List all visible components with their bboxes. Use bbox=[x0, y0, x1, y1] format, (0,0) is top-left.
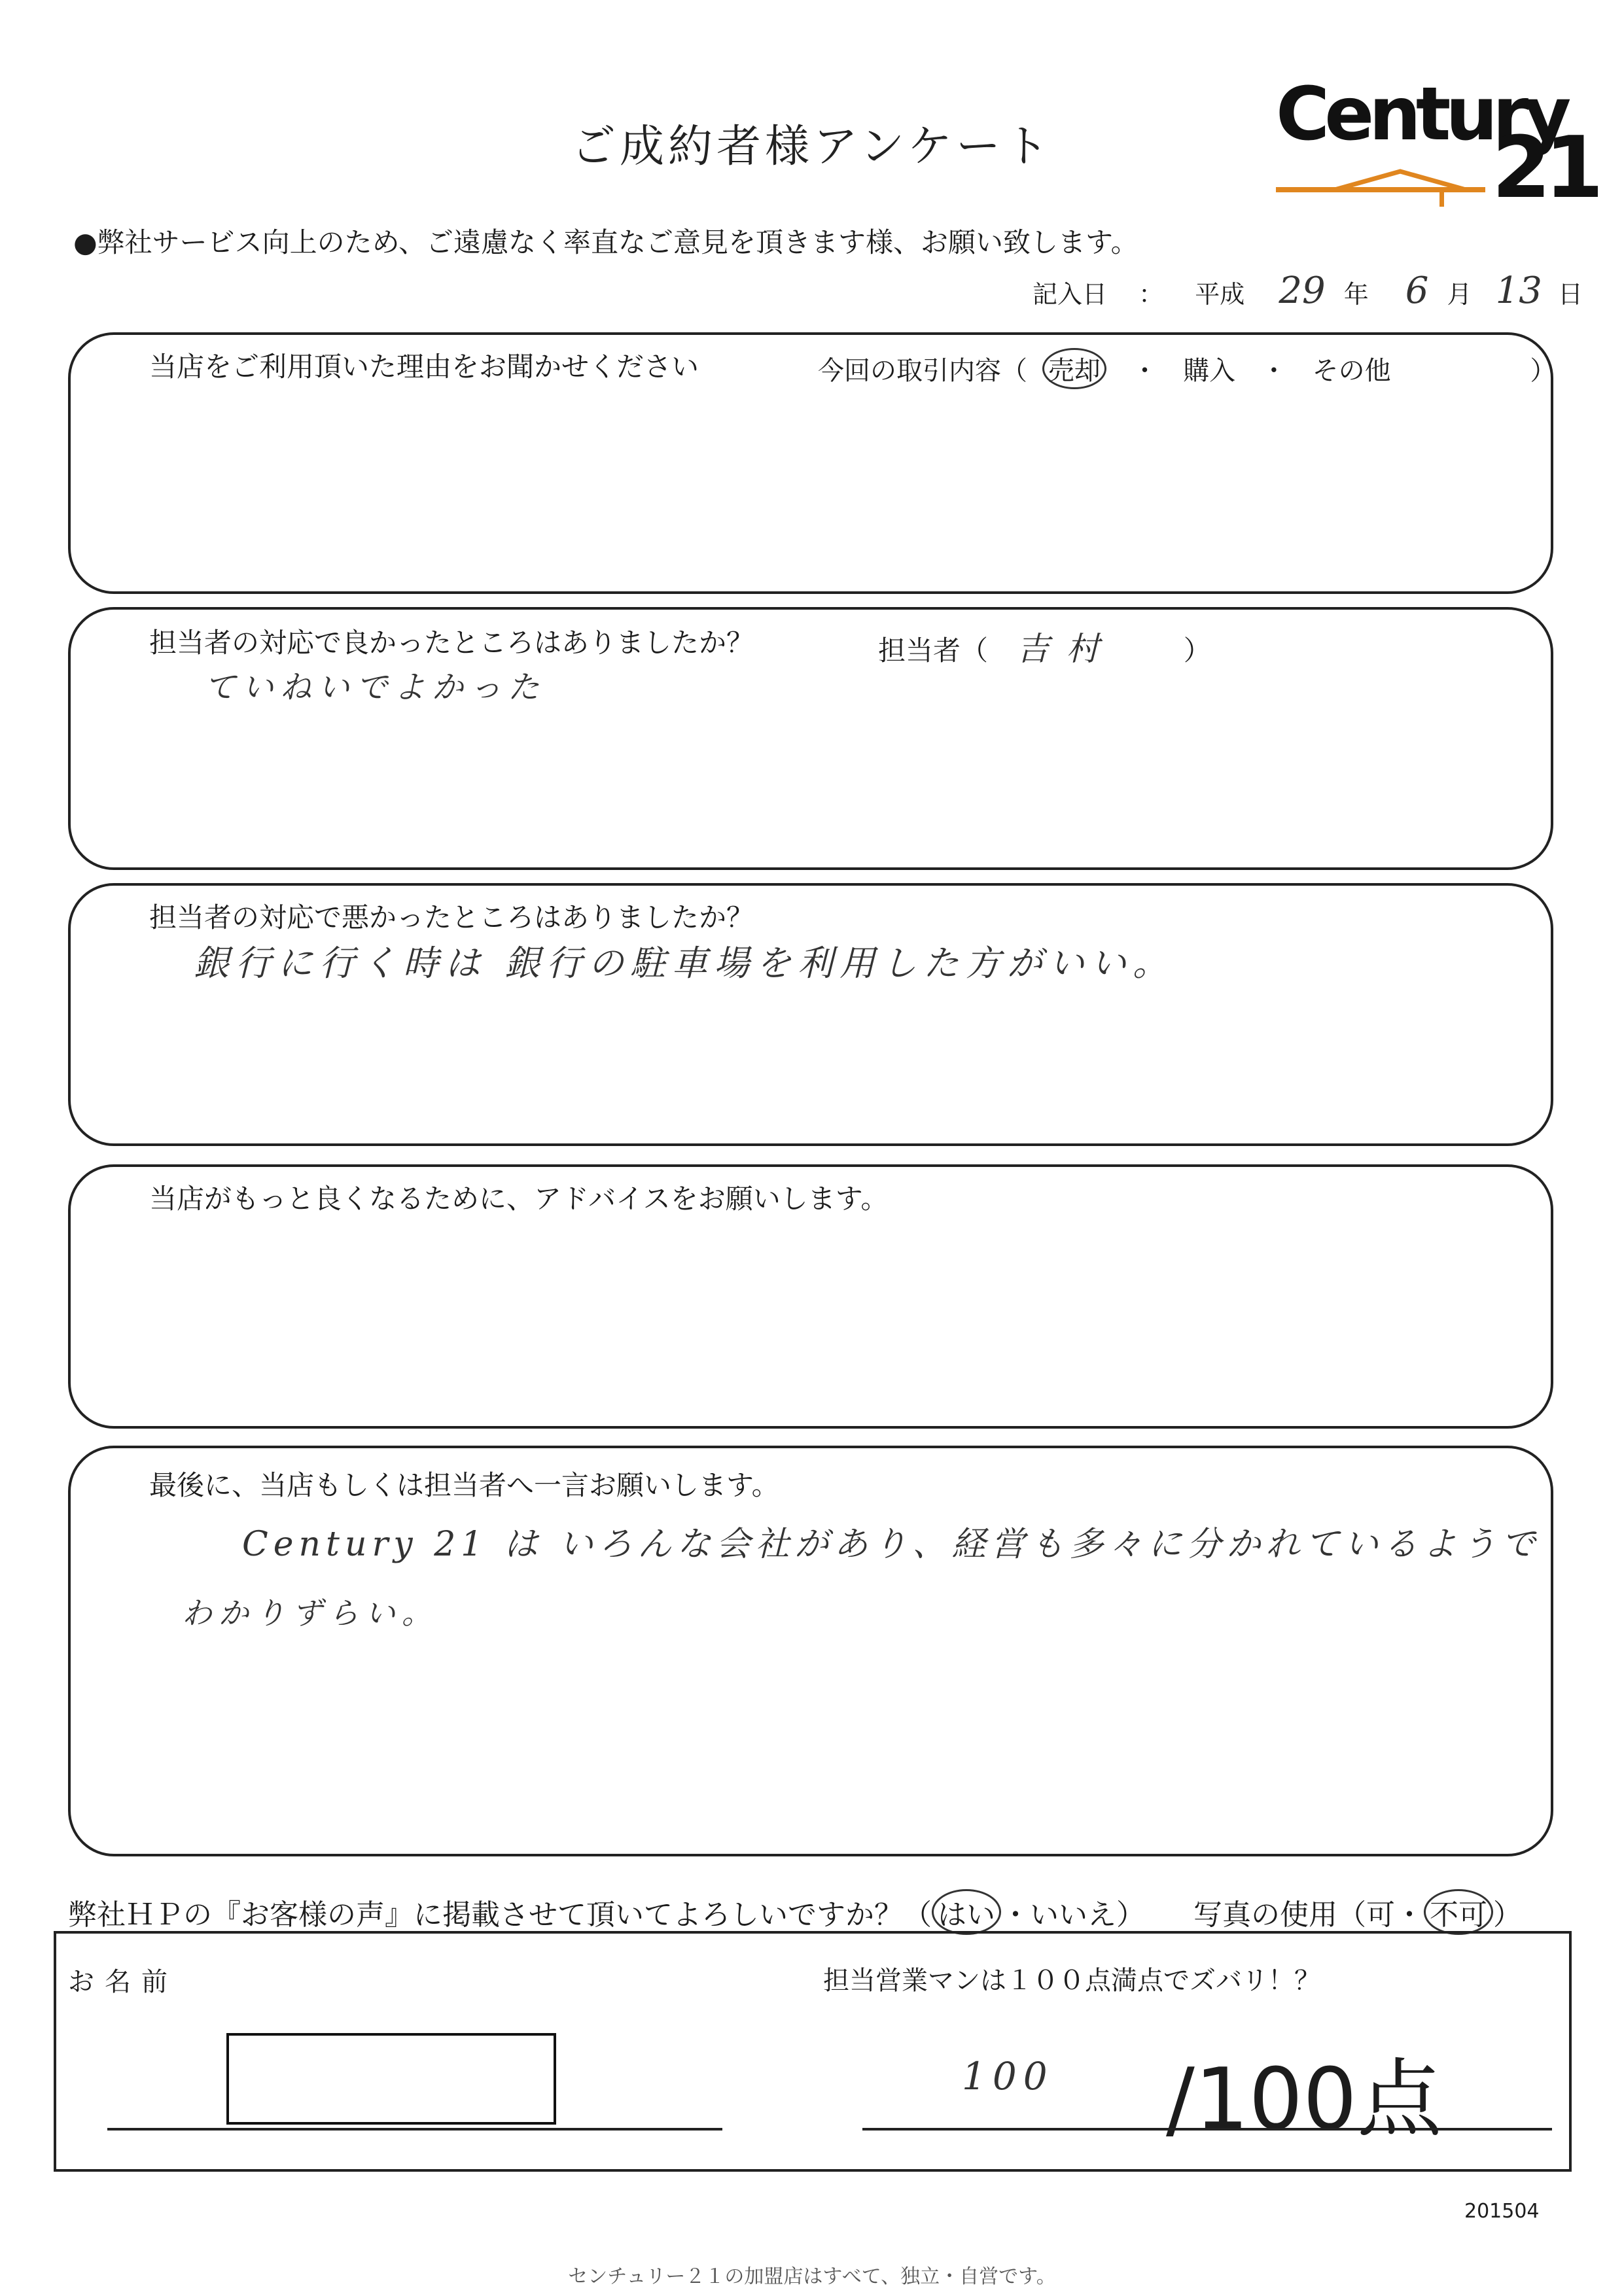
score-label: 担当営業マンは１００点満点でズバリ！？ bbox=[823, 1966, 1320, 1996]
date-era: 平成 bbox=[1195, 280, 1245, 309]
logo-house-icon bbox=[1276, 164, 1485, 209]
question-bad-points: 担当者の対応で悪かったところはありましたか？ bbox=[149, 901, 754, 933]
question-final-comment: 最後に、当店もしくは担当者へ一言お願いします。 bbox=[149, 1469, 779, 1501]
answer-good-points[interactable]: ていねいでよかった bbox=[204, 669, 546, 706]
answer-final-comment-line1[interactable]: Century 21 は いろんな会社があり、経営も多々に分かれているようで bbox=[242, 1525, 1541, 1564]
footer-note: センチュリー２１の加盟店はすべて、独立・自営です。 bbox=[568, 2265, 1056, 2288]
question-advice: 当店がもっと良くなるために、アドバイスをお願いします。 bbox=[149, 1183, 889, 1215]
page-title: ご成約者様アンケート bbox=[571, 121, 1053, 173]
entry-date bbox=[1033, 270, 1583, 312]
question-reason: 当店をご利用頂いた理由をお聞かせください bbox=[149, 351, 699, 383]
name-underline bbox=[107, 2128, 722, 2131]
intro-text: ●弊社サービス向上のため、ご遠慮なく率直なご意見を頂きます様、お願い致します。 bbox=[73, 226, 1139, 258]
score-underline bbox=[862, 2128, 1552, 2131]
date-colon: ： bbox=[1139, 280, 1164, 309]
century21-logo bbox=[1276, 72, 1597, 217]
photo-use-no-option[interactable]: 不可 bbox=[1424, 1889, 1493, 1935]
transaction-type: 今回の取引内容（ 売却 ・ 購入 ・ その他 ） bbox=[818, 348, 1556, 389]
consent-question: 弊社ＨＰの『お客様の声』に掲載させて頂いてよろしいですか？（ bbox=[68, 1898, 932, 1932]
date-month[interactable]: 6 bbox=[1405, 270, 1429, 312]
logo-wordmark: Century bbox=[1276, 72, 1566, 157]
date-month-unit: 月 bbox=[1447, 280, 1472, 309]
form-number: 201504 bbox=[1464, 2200, 1540, 2223]
option-sale[interactable]: 売却 bbox=[1042, 348, 1106, 389]
option-purchase[interactable]: 購入 bbox=[1183, 356, 1236, 386]
photo-use-yes-option[interactable]: 可 bbox=[1366, 1898, 1395, 1932]
consent-no-option[interactable]: いいえ bbox=[1030, 1898, 1116, 1932]
date-day-unit: 日 bbox=[1558, 280, 1583, 309]
photo-use-label: 写真の使用（ bbox=[1193, 1898, 1366, 1932]
name-label: お名前 bbox=[68, 1967, 178, 1997]
consent-row: 弊社ＨＰの『お客様の声』に掲載させて頂いてよろしいですか？（ はい ・いいえ） 写真の使用（可・ 不可 ） bbox=[68, 1889, 1522, 1935]
date-year[interactable]: 29 bbox=[1279, 270, 1326, 312]
consent-yes-option[interactable]: はい bbox=[932, 1889, 1001, 1935]
section-final-comment bbox=[68, 1446, 1553, 1856]
answer-bad-points[interactable]: 銀行に行く時は 銀行の駐車場を利用した方がいい。 bbox=[194, 943, 1175, 984]
question-good-points: 担当者の対応で良かったところはありましたか？ bbox=[149, 627, 754, 659]
date-label: 記入日 bbox=[1033, 280, 1108, 309]
score-value[interactable]: 100 bbox=[962, 2054, 1054, 2098]
date-year-unit: 年 bbox=[1343, 280, 1369, 309]
answer-final-comment-line2[interactable]: わかりずらい。 bbox=[182, 1595, 438, 1631]
logo-number: 21 bbox=[1492, 118, 1597, 217]
score-total: /100点 bbox=[1166, 2049, 1442, 2149]
staff-name[interactable]: 吉村 bbox=[1016, 630, 1116, 668]
option-other[interactable]: その他 bbox=[1312, 356, 1391, 386]
name-redacted-field[interactable] bbox=[226, 2033, 556, 2125]
staff-label: 担当者（ bbox=[878, 635, 989, 667]
date-day[interactable]: 13 bbox=[1495, 270, 1542, 312]
staff-name-field: 担当者（ 吉村 ） bbox=[878, 623, 1211, 670]
transaction-label: 今回の取引内容（ bbox=[818, 356, 1027, 386]
